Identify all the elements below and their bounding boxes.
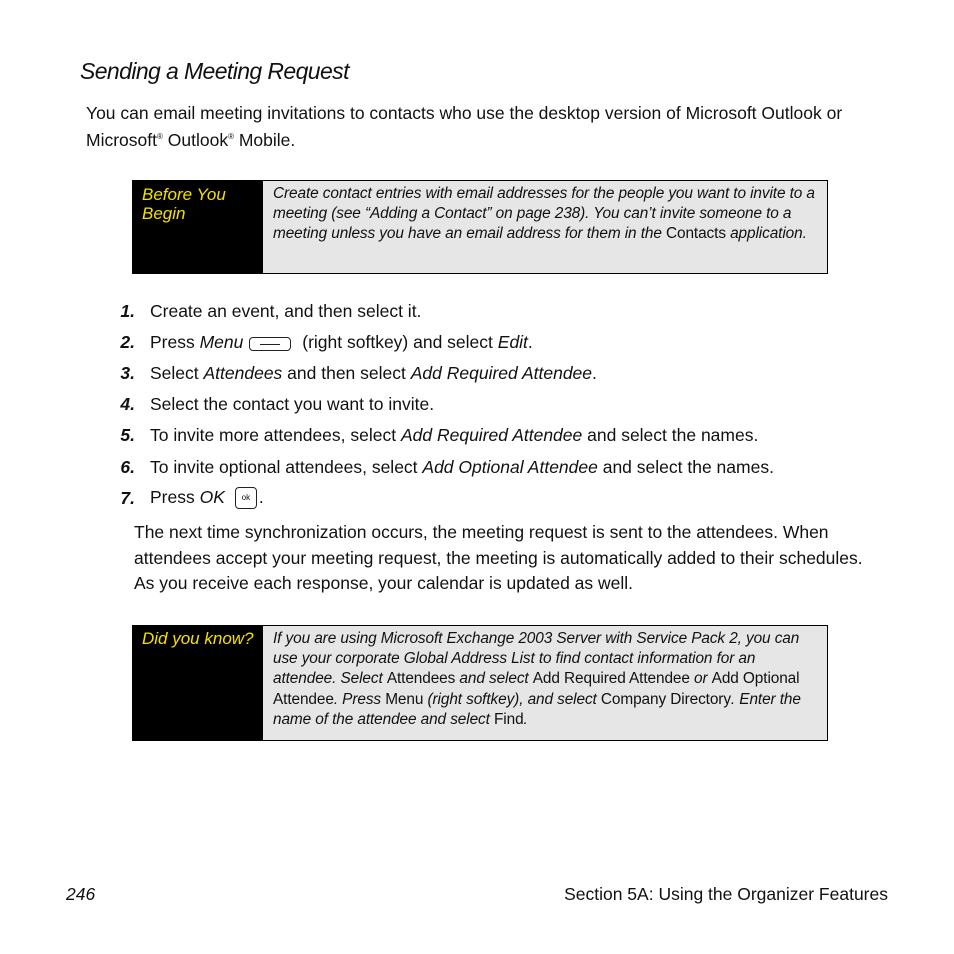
text: Select bbox=[150, 363, 204, 384]
text: . bbox=[258, 486, 264, 507]
did-you-know-label: Did you know? bbox=[133, 626, 263, 740]
page-title: Sending a Meeting Request bbox=[80, 58, 349, 84]
steps-list bbox=[100, 296, 880, 514]
step-item bbox=[100, 358, 880, 389]
text: and then select bbox=[282, 363, 411, 384]
ui-term: Add Optional Attendee bbox=[422, 456, 598, 477]
step-number: 5. bbox=[120, 425, 135, 446]
sync-paragraph: The next time synchronization occurs, the meeting request is sent to the attendees. When attendees accept your meeting request, the meeting is automatically added to their schedules. As you receive each response, your calendar is updated as well. bbox=[134, 522, 863, 593]
did-you-know-callout bbox=[132, 625, 828, 741]
step-text bbox=[150, 301, 421, 322]
step-text bbox=[150, 457, 774, 478]
intro-paragraph bbox=[86, 101, 876, 152]
ui-term: Contacts bbox=[665, 225, 726, 243]
text: To invite more attendees, select bbox=[150, 425, 401, 446]
ui-term: Menu bbox=[199, 332, 244, 353]
step-number: 1. bbox=[120, 301, 135, 322]
intro-text: Mobile. bbox=[233, 130, 296, 150]
before-you-begin-text bbox=[263, 181, 827, 273]
section-title: Section 5A: Using the Organizer Features bbox=[564, 884, 888, 904]
text: To invite optional attendees, select bbox=[150, 456, 423, 477]
registered-mark: ® bbox=[156, 132, 163, 141]
callout-text: (right softkey), and select bbox=[423, 690, 601, 708]
ui-term: Find bbox=[493, 710, 524, 728]
ui-term: Attendees bbox=[203, 363, 283, 384]
text: and select the names. bbox=[582, 425, 759, 446]
callout-text: and select bbox=[455, 670, 533, 688]
step-text bbox=[150, 363, 597, 384]
ui-term: Add Required Attendee bbox=[532, 670, 690, 688]
callout-text: If you are using Microsoft Exchange 2003 Server with Service Pack 2, you can use your corporate Global Address List to find contact information for an attendee. Select bbox=[273, 630, 800, 688]
callout-text: . Enter the name of the attendee and select bbox=[273, 690, 801, 728]
step-number: 6. bbox=[120, 456, 135, 477]
callout-text: or bbox=[689, 670, 712, 688]
did-you-know-text bbox=[263, 626, 827, 740]
before-you-begin-callout bbox=[132, 180, 828, 274]
ui-term: Attendees bbox=[386, 670, 456, 688]
step-item bbox=[100, 327, 880, 358]
intro-text: Outlook bbox=[162, 130, 229, 150]
callout-text: application. bbox=[725, 225, 807, 243]
text: . bbox=[527, 332, 533, 353]
callout-text: Create contact entries with email addresses for the people you want to invite to a meeting (see “Adding a Contact” on page 238). You can’t invite someone to a meeting unless you have an email address for them in the bbox=[273, 185, 815, 243]
ui-term: Edit bbox=[497, 332, 528, 353]
step-item bbox=[100, 420, 880, 451]
ui-term: Menu bbox=[385, 690, 424, 708]
ok-key-icon: ok bbox=[235, 487, 257, 509]
text: and select the names. bbox=[597, 456, 774, 477]
text: (right softkey) and select bbox=[297, 332, 498, 353]
step-number: 2. bbox=[120, 332, 135, 353]
text: Create an event, and then select it. bbox=[150, 301, 422, 322]
softkey-icon bbox=[249, 337, 291, 351]
step-number: 7. bbox=[120, 487, 135, 508]
ui-term: Add Optional Attendee bbox=[273, 670, 800, 708]
step-number: 4. bbox=[120, 394, 135, 415]
step-item bbox=[100, 389, 880, 420]
registered-mark: ® bbox=[228, 132, 234, 141]
step-item bbox=[100, 483, 880, 514]
before-you-begin-label bbox=[133, 181, 263, 273]
text: . bbox=[592, 363, 597, 384]
ui-term: OK bbox=[199, 486, 225, 507]
step-text bbox=[150, 332, 533, 353]
intro-text: You can email meeting invitations to contacts who use the desktop version of Microsoft Outlook or Microsoft bbox=[86, 103, 843, 150]
ui-term: Add Required Attendee bbox=[410, 363, 593, 384]
callout-text: . Press bbox=[333, 690, 386, 708]
text: Press bbox=[150, 332, 200, 353]
step-text bbox=[150, 425, 758, 446]
callout-text: . bbox=[523, 710, 528, 728]
step-item bbox=[100, 451, 880, 482]
ui-term: Add Required Attendee bbox=[400, 425, 583, 446]
label-line: Before You bbox=[142, 185, 226, 204]
step-text bbox=[150, 487, 264, 509]
step-text bbox=[150, 394, 434, 415]
label-line: Begin bbox=[142, 204, 186, 223]
step-number: 3. bbox=[120, 363, 135, 384]
text: Select the contact you want to invite. bbox=[150, 394, 435, 415]
text: Press bbox=[150, 486, 200, 507]
ui-term: Company Directory bbox=[600, 690, 731, 708]
step-item bbox=[100, 296, 880, 327]
page-number: 246 bbox=[66, 884, 96, 904]
